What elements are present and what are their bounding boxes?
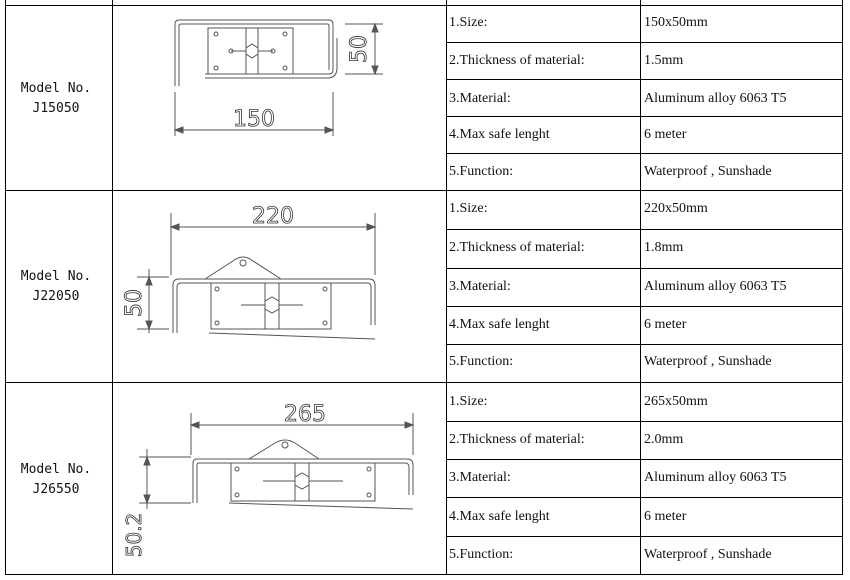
model-code: J15050 — [32, 101, 80, 116]
table-border-top — [5, 5, 843, 6]
table-divider — [640, 0, 641, 575]
model-code: J26550 — [32, 482, 80, 497]
model-label: Model No. — [20, 81, 92, 96]
spec-value: Waterproof , Sunshade — [644, 354, 772, 369]
spec-label: 2.Thickness of material: — [449, 53, 585, 68]
spec-divider — [446, 459, 843, 460]
spec-label: 3.Material: — [449, 279, 511, 294]
spec-label: 1.Size: — [449, 15, 488, 30]
spec-label: 2.Thickness of material: — [449, 240, 585, 255]
spec-value: 6 meter — [644, 317, 687, 332]
width-dimension: 150 — [233, 107, 275, 132]
spec-divider — [446, 229, 843, 230]
spec-divider — [446, 116, 843, 117]
height-dimension: 50 — [122, 289, 147, 317]
spec-value: 1.5mm — [644, 53, 684, 68]
row-divider — [5, 190, 843, 191]
spec-divider — [446, 153, 843, 154]
spec-value: 265x50mm — [644, 394, 708, 409]
profile-drawing-j26550 — [113, 385, 445, 571]
spec-value: Waterproof , Sunshade — [644, 547, 772, 562]
profile-drawing-j22050 — [113, 193, 445, 379]
width-dimension: 265 — [284, 402, 326, 427]
spec-divider — [446, 421, 843, 422]
height-dimension: 50 — [347, 35, 372, 63]
spec-value: 6 meter — [644, 509, 687, 524]
spec-label: 1.Size: — [449, 201, 488, 216]
spec-label: 5.Function: — [449, 547, 514, 562]
spec-value: Aluminum alloy 6063 T5 — [644, 470, 787, 485]
spec-value: 1.8mm — [644, 240, 684, 255]
row-divider — [5, 382, 843, 383]
spec-value: Aluminum alloy 6063 T5 — [644, 91, 787, 106]
model-cell — [6, 79, 106, 119]
spec-value: Aluminum alloy 6063 T5 — [644, 279, 787, 294]
spec-label: 4.Max safe lenght — [449, 509, 550, 524]
width-dimension: 220 — [252, 204, 294, 229]
model-code: J22050 — [32, 289, 80, 304]
spec-label: 4.Max safe lenght — [449, 127, 550, 142]
spec-value: Waterproof , Sunshade — [644, 164, 772, 179]
profile-drawing-j15050 — [113, 8, 445, 188]
spec-value: 6 meter — [644, 127, 687, 142]
height-dimension: 50.2 — [122, 512, 146, 558]
spec-divider — [446, 497, 843, 498]
spec-divider — [446, 306, 843, 307]
spec-label: 1.Size: — [449, 394, 488, 409]
model-label: Model No. — [20, 269, 92, 284]
spec-value: 150x50mm — [644, 15, 708, 30]
table-divider — [446, 0, 447, 575]
table-border-right — [842, 0, 843, 575]
table-border-bottom — [5, 574, 843, 575]
spec-divider — [446, 79, 843, 80]
spec-divider — [446, 268, 843, 269]
spec-value: 220x50mm — [644, 201, 708, 216]
spec-divider — [446, 536, 843, 537]
spec-label: 2.Thickness of material: — [449, 432, 585, 447]
spec-divider — [446, 42, 843, 43]
spec-label: 3.Material: — [449, 470, 511, 485]
model-cell — [6, 460, 106, 500]
spec-label: 4.Max safe lenght — [449, 317, 550, 332]
spec-label: 3.Material: — [449, 91, 511, 106]
model-label: Model No. — [20, 462, 92, 477]
spec-label: 5.Function: — [449, 164, 514, 179]
spec-value: 2.0mm — [644, 432, 684, 447]
spec-divider — [446, 344, 843, 345]
model-cell — [6, 267, 106, 307]
spec-label: 5.Function: — [449, 354, 514, 369]
